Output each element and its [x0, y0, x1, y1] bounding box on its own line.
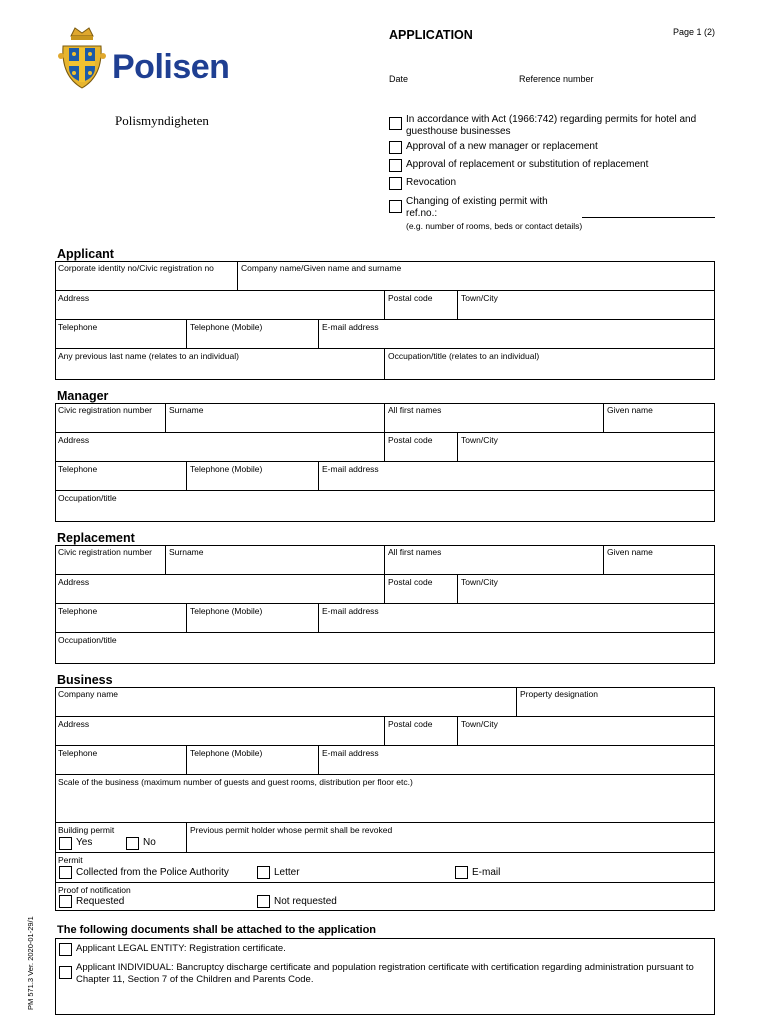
approval-replacement-checkbox[interactable] [389, 159, 402, 172]
applicant-mobile-field[interactable]: Telephone (Mobile) [186, 319, 318, 348]
building-permit-cell: Building permit [55, 822, 186, 852]
manager-telephone-field[interactable]: Telephone [55, 461, 186, 490]
replacement-address-field[interactable]: Address [55, 574, 384, 603]
date-label: Date [389, 74, 409, 84]
revocation-checkbox[interactable] [389, 177, 402, 190]
applicant-name-field[interactable]: Company name/Given name and surname [237, 261, 715, 290]
business-postal-field[interactable]: Postal code [384, 716, 457, 745]
replacement-first-names-field[interactable]: All first names [384, 545, 603, 574]
manager-address-field[interactable]: Address [55, 432, 384, 461]
previous-holder-field[interactable]: Previous permit holder whose permit shall be revoked [186, 822, 715, 852]
legal-entity-checkbox[interactable] [59, 943, 72, 956]
business-town-field[interactable]: Town/City [457, 716, 715, 745]
applicant-address-field[interactable]: Address [55, 290, 384, 319]
applicant-occupation-field[interactable]: Occupation/title (relates to an individual) [384, 348, 715, 380]
police-emblem-icon [57, 26, 107, 92]
individual-checkbox[interactable] [59, 966, 72, 979]
manager-heading: Manager [57, 389, 109, 403]
replacement-email-field[interactable]: E-mail address [318, 603, 715, 632]
business-address-field[interactable]: Address [55, 716, 384, 745]
manager-civic-field[interactable]: Civic registration number [58, 405, 153, 415]
business-property-field[interactable]: Property designation [516, 687, 715, 716]
act-label: In accordance with Act (1966:742) regarding permits for hotel and guesthouse businesses [406, 114, 697, 137]
documents-heading: The following documents shall be attached to the application [57, 924, 377, 936]
permit-cell: Permit [55, 852, 715, 882]
permit-collected-checkbox[interactable] [59, 866, 72, 879]
manager-email-field[interactable]: E-mail address [318, 461, 715, 490]
proof-not-requested-checkbox[interactable] [257, 895, 270, 908]
manager-mobile-field[interactable]: Telephone (Mobile) [186, 461, 318, 490]
ref-no-line[interactable] [582, 217, 715, 218]
business-mobile-field[interactable]: Telephone (Mobile) [186, 745, 318, 774]
business-telephone-field[interactable]: Telephone [55, 745, 186, 774]
replacement-postal-field[interactable]: Postal code [384, 574, 457, 603]
permit-letter-checkbox[interactable] [257, 866, 270, 879]
approval-manager-checkbox[interactable] [389, 141, 402, 154]
applicant-town-field[interactable]: Town/City [457, 290, 715, 319]
proof-requested-label: Requested [76, 896, 125, 907]
permit-letter-label: Letter [274, 867, 300, 878]
applicant-telephone-field[interactable]: Telephone [55, 319, 186, 348]
act-checkbox[interactable] [389, 117, 402, 130]
manager-postal-field[interactable]: Postal code [384, 432, 457, 461]
replacement-telephone-field[interactable]: Telephone [55, 603, 186, 632]
manager-surname-field[interactable]: Surname [165, 403, 384, 432]
business-email-field[interactable]: E-mail address [318, 745, 715, 774]
business-company-field[interactable]: Company name [58, 689, 119, 699]
permit-collected-label: Collected from the Police Authority [76, 867, 229, 878]
individual-label: Applicant INDIVIDUAL: Bancruptcy discharge certificate and population registration certificate with certification regarding administration pursuant to Chapter 11, Section 7 of the Children and Parents Code. [76, 962, 694, 985]
applicant-corp-id-field[interactable]: Corporate identity no/Civic registration no [58, 263, 214, 273]
manager-given-name-field[interactable]: Given name [603, 403, 715, 432]
version-text: PM 571.3 Ver. 2020-01-29/1 [26, 916, 35, 1010]
changing-checkbox[interactable] [389, 200, 402, 213]
building-permit-yes-label: Yes [76, 837, 93, 848]
business-scale-field[interactable]: Scale of the business (maximum number of guests and guest rooms, distribution per floor etc.) [55, 774, 715, 822]
building-permit-no-label: No [143, 837, 156, 848]
applicant-prev-name-field[interactable]: Any previous last name (relates to an individual) [55, 348, 384, 380]
applicant-heading: Applicant [57, 247, 114, 261]
replacement-occupation-field[interactable]: Occupation/title [55, 632, 715, 664]
building-permit-no-checkbox[interactable] [126, 837, 139, 850]
manager-occupation-field[interactable]: Occupation/title [55, 490, 715, 522]
applicant-postal-field[interactable]: Postal code [384, 290, 457, 319]
legal-entity-label: Applicant LEGAL ENTITY: Registration certificate. [76, 943, 286, 954]
changing-hint: (e.g. number of rooms, beds or contact details) [406, 221, 583, 231]
replacement-mobile-field[interactable]: Telephone (Mobile) [186, 603, 318, 632]
approval-manager-label: Approval of a new manager or replacement [406, 141, 598, 152]
reference-label: Reference number [519, 74, 594, 84]
replacement-town-field[interactable]: Town/City [457, 574, 715, 603]
proof-cell: Proof of notification [55, 882, 715, 911]
replacement-surname-field[interactable]: Surname [165, 545, 384, 574]
replacement-civic-field[interactable]: Civic registration number [58, 547, 153, 557]
manager-town-field[interactable]: Town/City [457, 432, 715, 461]
form-title: APPLICATION [389, 28, 473, 42]
approval-replacement-label: Approval of replacement or substitution of replacement [406, 159, 649, 170]
replacement-given-name-field[interactable]: Given name [603, 545, 715, 574]
changing-label: Changing of existing permit with ref.no.: [406, 196, 548, 219]
replacement-heading: Replacement [57, 531, 135, 545]
applicant-email-field[interactable]: E-mail address [318, 319, 715, 348]
agency-name: Polismyndigheten [115, 113, 209, 128]
manager-first-names-field[interactable]: All first names [384, 403, 603, 432]
building-permit-yes-checkbox[interactable] [59, 837, 72, 850]
permit-email-label: E-mail [472, 867, 501, 878]
business-heading: Business [57, 673, 113, 687]
revocation-label: Revocation [406, 177, 457, 188]
permit-email-checkbox[interactable] [455, 866, 468, 879]
proof-requested-checkbox[interactable] [59, 895, 72, 908]
page-number: Page 1 (2) [673, 27, 716, 37]
proof-not-requested-label: Not requested [274, 896, 337, 907]
logo-wordmark: Polisen [112, 48, 230, 86]
